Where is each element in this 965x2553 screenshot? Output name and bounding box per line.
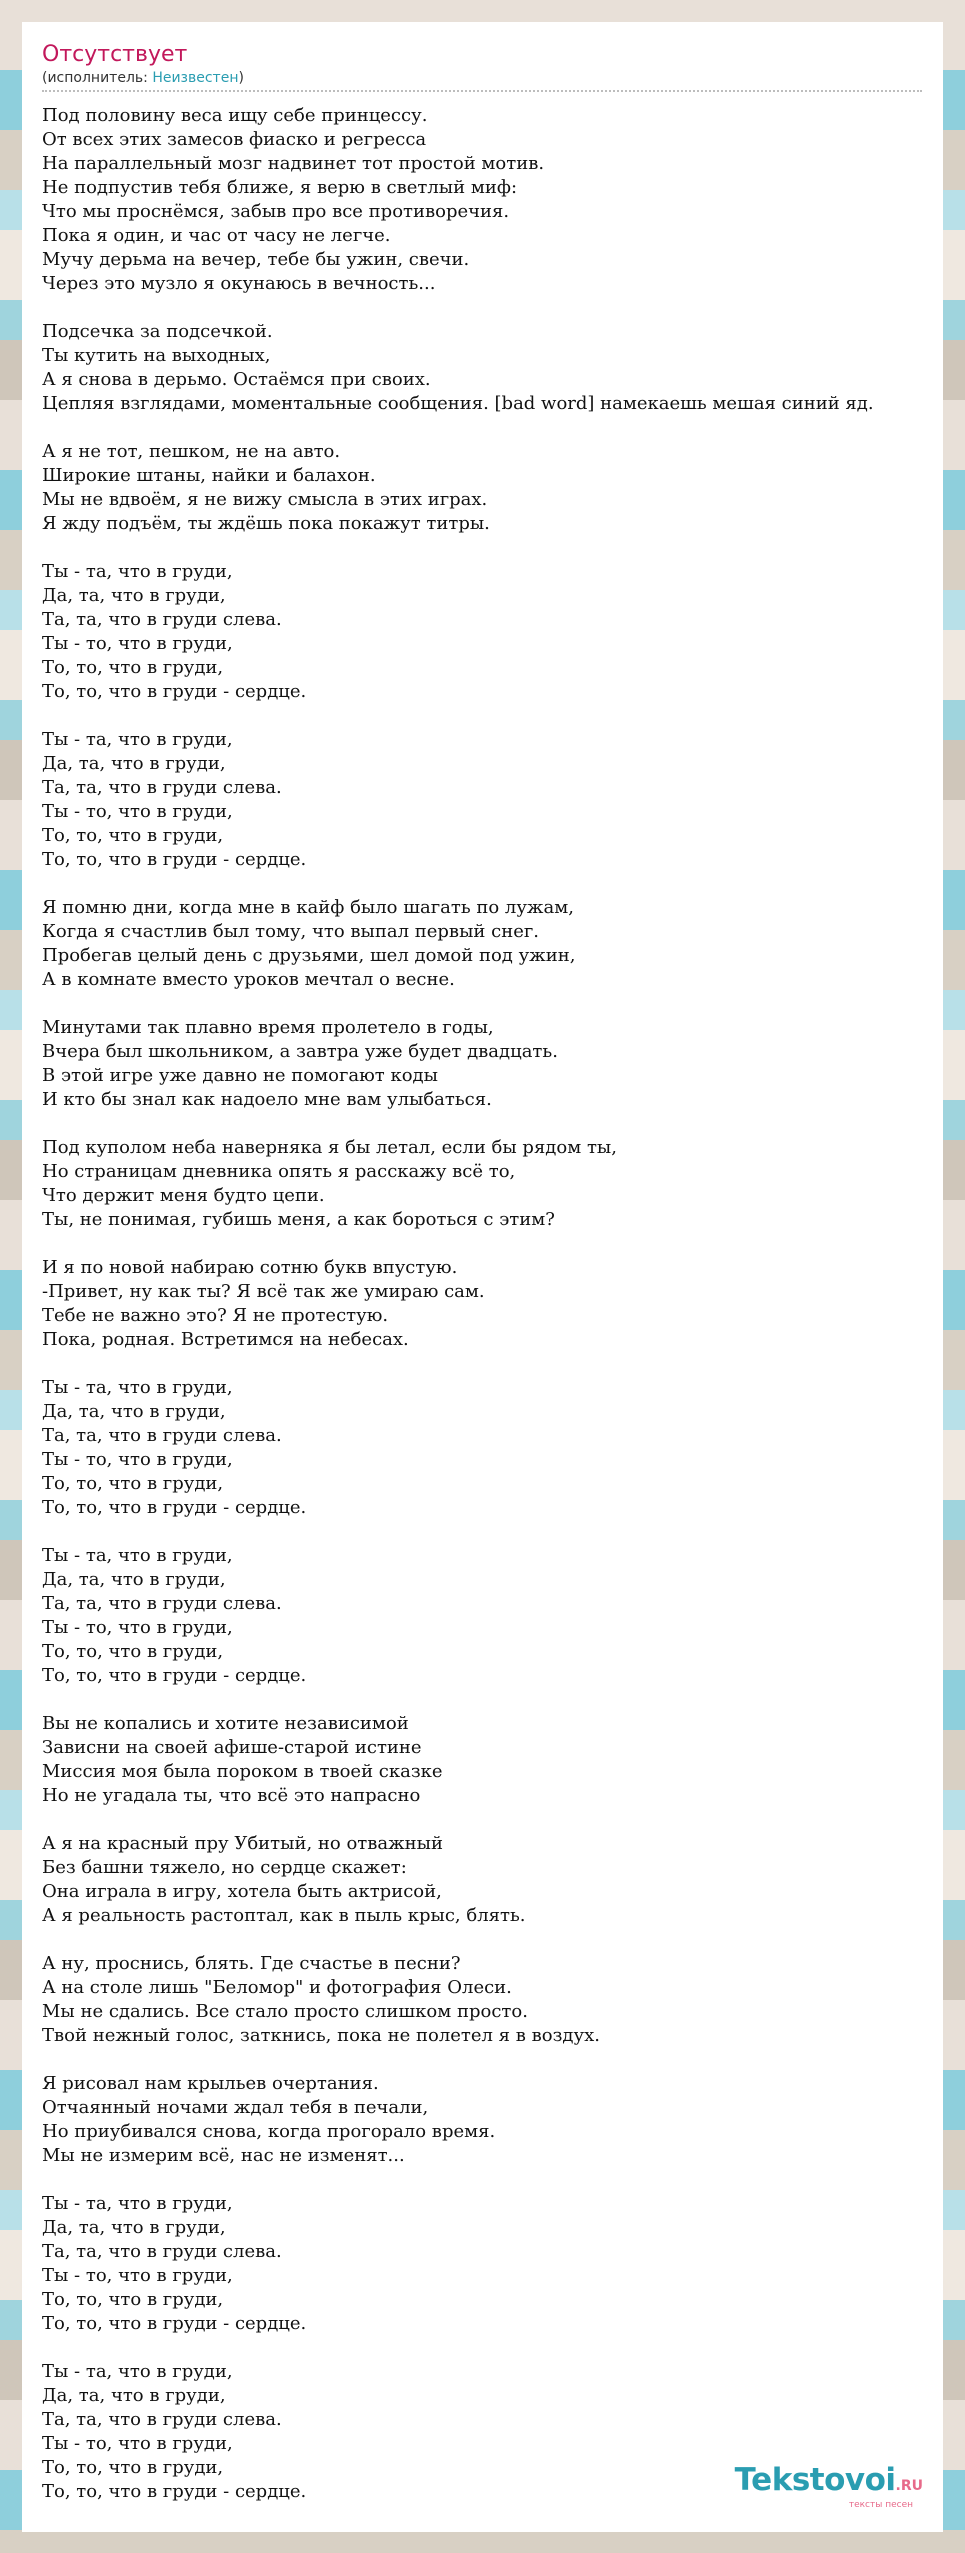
lyric-line: То, то, что в груди, [42, 825, 224, 846]
lyric-line: То, то, что в груди, [42, 2457, 224, 2478]
lyric-line: А в комнате вместо уроков мечтал о весне. [42, 969, 455, 990]
logo-name: Tekstovoi [734, 2462, 896, 2498]
lyric-line: Пока, родная. Встретимся на небесах. [42, 1329, 409, 1350]
lyric-line: То, то, что в груди - сердце. [42, 849, 307, 870]
lyric-line: Я рисовал нам крыльев очертания. [42, 2073, 379, 2094]
lyric-line: Под половину веса ищу себе принцессу. [42, 105, 428, 126]
lyric-line: Отчаянный ночами ждал тебя в печали, [42, 2097, 429, 2118]
lyrics-body [42, 104, 943, 2528]
lyric-line: Что держит меня будто цепи. [42, 1185, 325, 1206]
lyrics-stanza [42, 1832, 943, 1928]
lyrics-stanza [42, 896, 943, 992]
lyrics-stanza [42, 728, 943, 872]
lyric-line: А я на красный пру Убитый, но отважный [42, 1833, 444, 1854]
lyric-line: Миссия моя была пороком в твоей сказке [42, 1761, 443, 1782]
artist-line [42, 69, 244, 87]
lyric-line: Но не угадала ты, что всё это напрасно [42, 1785, 421, 1806]
lyric-line: То, то, что в груди - сердце. [42, 1665, 307, 1686]
lyric-line: Под куполом неба наверняка я бы летал, если бы рядом ты, [42, 1137, 617, 1158]
lyrics-stanza [42, 1016, 943, 1112]
lyric-line: Тебе не важно это? Я не протестую. [42, 1305, 389, 1326]
artist-prefix: (исполнитель: [42, 70, 153, 86]
site-logo[interactable] [735, 2464, 923, 2510]
lyric-line: Минутами так плавно время пролетело в годы, [42, 1017, 494, 1038]
lyrics-stanza [42, 104, 943, 296]
lyric-line: А я реальность растоптал, как в пыль крыс, блять. [42, 1905, 526, 1926]
lyric-line: Ты - то, что в груди, [42, 1617, 233, 1638]
lyric-line: Пробегав целый день с друзьями, шел домой под ужин, [42, 945, 576, 966]
lyric-line: Та, та, что в груди слева. [42, 2409, 282, 2430]
lyric-line: Широкие штаны, найки и балахон. [42, 465, 376, 486]
lyrics-stanza [42, 2072, 943, 2168]
lyric-line: Без башни тяжело, но сердце скажет: [42, 1857, 407, 1878]
lyrics-stanza [42, 1544, 943, 1688]
lyrics-stanza [42, 1712, 943, 1808]
lyric-line: А я не тот, пешком, не на авто. [42, 441, 341, 462]
lyric-line: То, то, что в груди - сердце. [42, 1497, 307, 1518]
lyric-line: Я жду подъём, ты ждёшь пока покажут титры. [42, 513, 490, 534]
lyric-line: Пока я один, и час от часу не легче. [42, 225, 391, 246]
lyric-line: Да, та, что в груди, [42, 1401, 226, 1422]
lyric-line: Ты кутить на выходных, [42, 345, 271, 366]
lyric-line: Да, та, что в груди, [42, 753, 226, 774]
title-divider [42, 90, 922, 92]
lyrics-stanza [42, 320, 943, 416]
lyric-line: Ты - та, что в груди, [42, 729, 233, 750]
lyric-line: Та, та, что в груди слева. [42, 777, 282, 798]
artist-link[interactable]: Неизвестен [152, 70, 239, 86]
lyric-line: Подсечка за подсечкой. [42, 321, 273, 342]
lyric-line: А на столе лишь "Беломор" и фотография Олеси. [42, 1977, 512, 1998]
lyric-line: А ну, проснись, блять. Где счастье в песни? [42, 1953, 461, 1974]
lyrics-stanza [42, 560, 943, 704]
lyric-line: Да, та, что в груди, [42, 1569, 226, 1590]
lyric-line: Зависни на своей афише-старой истине [42, 1737, 422, 1758]
lyric-line: Цепляя взглядами, моментальные сообщения. [bad word] намекаешь мешая синий яд. [42, 393, 874, 414]
lyric-line: Та, та, что в груди слева. [42, 1425, 282, 1446]
lyric-line: А я снова в дерьмо. Остаёмся при своих. [42, 369, 431, 390]
lyric-line: В этой игре уже давно не помогают коды [42, 1065, 438, 1086]
lyric-line: Да, та, что в груди, [42, 585, 226, 606]
lyric-line: -Привет, ну как ты? Я всё так же умираю сам. [42, 1281, 485, 1302]
lyrics-stanza [42, 1256, 943, 1352]
lyric-line: Вы не копались и хотите независимой [42, 1713, 409, 1734]
lyric-line: Ты - та, что в груди, [42, 561, 233, 582]
lyric-line: То, то, что в груди - сердце. [42, 2481, 307, 2502]
lyric-line: Она играла в игру, хотела быть актрисой, [42, 1881, 442, 1902]
lyric-line: И кто бы знал как надоело мне вам улыбаться. [42, 1089, 492, 1110]
lyric-line: Ты - та, что в груди, [42, 2193, 233, 2214]
lyric-line: То, то, что в груди, [42, 657, 224, 678]
lyric-line: Ты - то, что в груди, [42, 2265, 233, 2286]
lyric-line: Твой нежный голос, заткнись, пока не полетел я в воздух. [42, 2025, 600, 2046]
lyric-line: Ты - то, что в груди, [42, 2433, 233, 2454]
lyric-line: Ты - то, что в груди, [42, 801, 233, 822]
lyric-line: Та, та, что в груди слева. [42, 1593, 282, 1614]
lyric-line: Не подпустив тебя ближе, я верю в светлый миф: [42, 177, 518, 198]
lyric-line: Да, та, что в груди, [42, 2217, 226, 2238]
lyric-line: Мы не вдвоём, я не вижу смысла в этих играх. [42, 489, 488, 510]
lyric-line: Та, та, что в груди слева. [42, 609, 282, 630]
lyric-line: То, то, что в груди - сердце. [42, 2313, 307, 2334]
lyric-line: Мы не сдались. Все стало просто слишком просто. [42, 2001, 528, 2022]
lyric-line: От всех этих замесов фиаско и регресса [42, 129, 427, 150]
lyric-line: Ты, не понимая, губишь меня, а как бороться с этим? [42, 1209, 555, 1230]
lyric-line: Через это музло я окунаюсь в вечность... [42, 273, 436, 294]
lyrics-stanza [42, 440, 943, 536]
lyric-line: Ты - то, что в груди, [42, 633, 233, 654]
lyric-line: Мучу дерьма на вечер, тебе бы ужин, свечи. [42, 249, 470, 270]
song-title: Отсутствует [42, 42, 188, 67]
logo-tld: .RU [895, 2478, 923, 2494]
lyric-line: Что мы проснёмся, забыв про все противоречия. [42, 201, 510, 222]
artist-suffix: ) [238, 70, 244, 86]
lyric-line: Но приубивался снова, когда прогорало время. [42, 2121, 496, 2142]
logo-tagline: тексты песен [848, 2500, 913, 2510]
lyric-line: То, то, что в груди, [42, 2289, 224, 2310]
lyric-line: Когда я счастлив был тому, что выпал первый снег. [42, 921, 539, 942]
lyrics-stanza [42, 2192, 943, 2336]
lyrics-stanza [42, 1952, 943, 2048]
song-card [22, 22, 943, 2532]
lyric-line: То, то, что в груди, [42, 1641, 224, 1662]
lyric-line: Ты - та, что в груди, [42, 2361, 233, 2382]
lyric-line: Я помню дни, когда мне в кайф было шагать по лужам, [42, 897, 574, 918]
lyric-line: Но страницам дневника опять я расскажу всё то, [42, 1161, 516, 1182]
lyric-line: Ты - та, что в груди, [42, 1377, 233, 1398]
lyric-line: То, то, что в груди, [42, 1473, 224, 1494]
logo-wordmark [735, 2464, 923, 2502]
lyric-line: То, то, что в груди - сердце. [42, 681, 307, 702]
lyric-line: И я по новой набираю сотню букв впустую. [42, 1257, 458, 1278]
lyrics-stanza [42, 1376, 943, 1520]
lyric-line: Мы не измерим всё, нас не изменят... [42, 2145, 405, 2166]
lyric-line: На параллельный мозг надвинет тот простой мотив. [42, 153, 545, 174]
lyric-line: Да, та, что в груди, [42, 2385, 226, 2406]
lyrics-stanza [42, 1136, 943, 1232]
lyric-line: Ты - та, что в груди, [42, 1545, 233, 1566]
lyric-line: Та, та, что в груди слева. [42, 2241, 282, 2262]
lyric-line: Ты - то, что в груди, [42, 1449, 233, 1470]
lyric-line: Вчера был школьником, а завтра уже будет двадцать. [42, 1041, 558, 1062]
